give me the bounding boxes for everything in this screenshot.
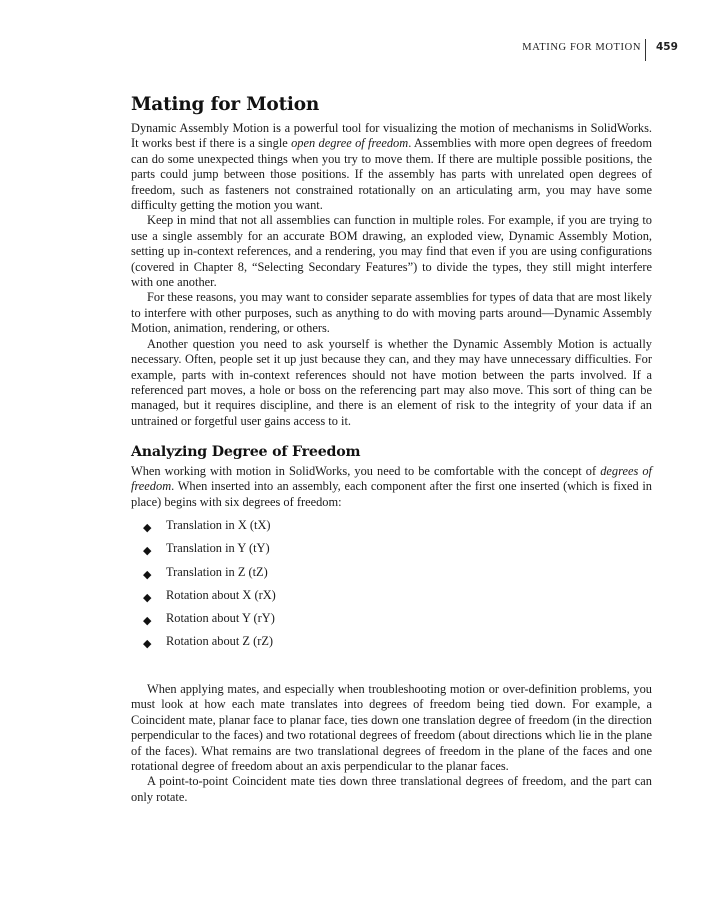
section-body-analyzing: When working with motion in SolidWorks, you need to be comfortable with the concept of degrees of freedom. When inserted into an assembly, each component after the first one inserted (which is fixed in place) begins with six degrees of freedom: ◆ Translation in X (tX) ◆ Translation in Y (tY) ◆ Translation in Z (tZ) ◆ Rotation about X (rX) ◆ Rotation about Y (rY) ◆ Rotation about Z (rZ) When applying mates, and especially when troubleshooting motion or over-definition problems, you must look at how each mate translates into degrees of freedom being tied down. For example, a Coincident mate, planar face to planar face, ties down one translation degree of freedom (in the direction perpendicular to the faces) and two rotational degrees of freedom (about directions which lie in the plane of the faces). What remains are two translational degrees of freedom in the plane of the faces and one rotational degree of freedom about an axis perpendicular to the planar faces. A point-to-point Coincident mate ties down three translational degrees of freedom, and the part can only rotate. [131, 464, 652, 804]
paragraph: When working with motion in SolidWorks, you need to be comfortable with the concept of degrees of freedom. When inserted into an assembly, each component after the first one inserted (which is fixed in place) begins with six degrees of freedom: [131, 464, 652, 509]
running-header [0, 41, 717, 61]
page-number: 459 [656, 41, 678, 53]
header-divider [645, 39, 646, 61]
section-heading-mating-for-motion: Mating for Motion [131, 94, 320, 115]
running-title: MATING FOR MOTION [522, 42, 641, 53]
paragraph: When applying mates, and especially when troubleshooting motion or over-definition problems, you must look at how each mate translates into degrees of freedom being tied down. For example, a Coincident mate, planar face to planar face, ties down one translation degree of freedom (in the direction perpendicular to the faces) and two rotational degrees of freedom (about directions which lie in the plane of the faces). What remains are two translational degrees of freedom in the plane of the faces and one rotational degree of freedom about an axis perpendicular to the planar faces. [131, 682, 652, 774]
section-heading-analyzing-dof: Analyzing Degree of Freedom [131, 444, 361, 460]
paragraph: A point-to-point Coincident mate ties down three translational degrees of freedom, and the part can only rotate. [131, 774, 652, 804]
paragraph: Keep in mind that not all assemblies can function in multiple roles. For example, if you are trying to use a single assembly for an accurate BOM drawing, an exploded view, Dynamic Assembly Motion, setting up in-context references, and a rendering, you may find that even if you are using configurations (covered in Chapter 8, “Selecting Secondary Features”) to divide the types, they still might interfere with one another. [131, 213, 652, 290]
bullet-diamond-icon: ◆ [143, 521, 152, 534]
bullet-diamond-icon: ◆ [143, 614, 152, 628]
bullet-diamond-icon: ◆ [143, 637, 152, 651]
bullet-diamond-icon: ◆ [143, 590, 152, 604]
section-body-mating [131, 121, 652, 429]
section-analyzing-dof [131, 443, 652, 804]
bullet-diamond-icon: ◆ [143, 567, 152, 581]
paragraph: Another question you need to ask yourself is whether the Dynamic Assembly Motion is actually necessary. Often, people set it up just because they can, and they may have unnecessary difficulties. For example, parts with in-context references should not have motion between the parts involved. If a referenced part moves, a hole or boss on the referencing part may also move. This sort of thing can be managed, but it requires discipline, and there is an element of risk to the integrity of your data if an untrained or forgetful user gains access to it. [131, 336, 652, 428]
bullet-diamond-icon: ◆ [143, 544, 152, 558]
paragraph: For these reasons, you may want to consider separate assemblies for types of data that are most likely to interfere with other purposes, such as anything to do with moving parts around—Dynamic Assembly Motion, animation, rendering, or others. [131, 290, 652, 336]
paragraph: Dynamic Assembly Motion is a powerful tool for visualizing the motion of mechanisms in SolidWorks. It works best if there is a single open degree of freedom. Assemblies with more open degrees of freedom can do some unexpected things when you try to move them. If there are multiple possible positions, the parts could jump between those positions. If the assembly has parts with unrelated open degrees of freedom, such as fasteners not constrained rotationally on an articulating arm, you may have some difficulty getting the motion you want. [131, 121, 652, 213]
page-content [131, 93, 652, 804]
section-body-after-list [131, 682, 652, 805]
